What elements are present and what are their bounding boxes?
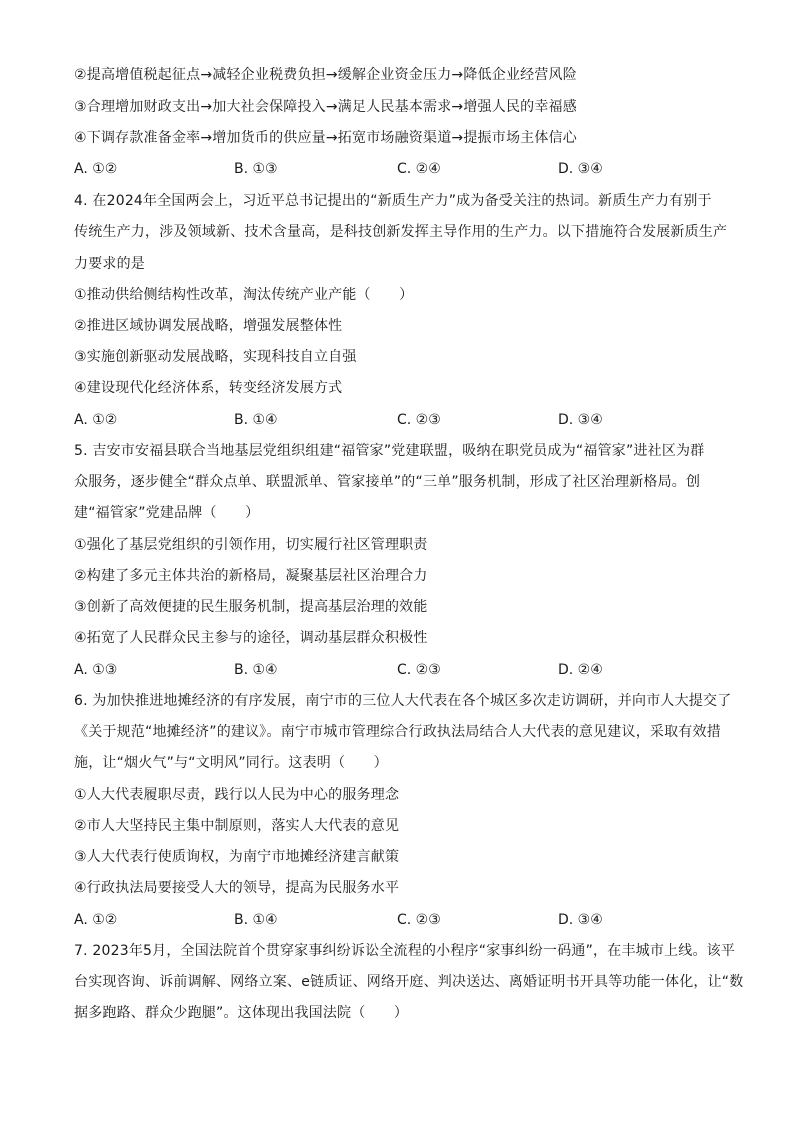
- q5-item-3: ③创新了高效便捷的民生服务机制，提高基层治理的效能: [74, 599, 428, 615]
- q3-item-4: ④下调存款准备金率→增加货币的供应量→拓宽市场融资渠道→提振市场主体信心: [74, 130, 577, 146]
- q4-stem-line-3: 力要求的是: [74, 256, 145, 272]
- q6-item-4: ④行政执法局要接受人大的领导，提高为民服务水平: [74, 880, 400, 896]
- q5-stem-line-2: 众服务，逐步健全“群众点单、联盟派单、管家接单”的“三单”服务机制，形成了社区治理新格局。创: [74, 474, 701, 490]
- q4-options: [74, 410, 634, 430]
- q6-option-d[interactable]: D. ③④: [558, 912, 603, 928]
- q3-option-a[interactable]: A. ①②: [74, 161, 118, 177]
- q6-stem-line-1: 6. 为加快推进地摊经济的有序发展，南宁市的三位人大代表在各个城区多次走访调研，并向市人大提交了: [74, 693, 732, 709]
- q5-stem-line-3: 建“福管家”党建品牌（ ）: [74, 505, 260, 521]
- q3-option-b[interactable]: B. ①③: [234, 161, 278, 177]
- q7-stem-line-2: 台实现咨询、诉前调解、网络立案、e链质证、网络开庭、判决送达、离婚证明书开具等功能一体化，让“数: [74, 974, 744, 990]
- q4-option-c[interactable]: C. ②③: [397, 412, 441, 428]
- q6-item-1: ①人大代表履职尽责，践行以人民为中心的服务理念: [74, 787, 400, 803]
- q3-item-2: ②提高增值税起征点→减轻企业税费负担→缓解企业资金压力→降低企业经营风险: [74, 67, 577, 83]
- q4-option-d[interactable]: D. ③④: [558, 412, 603, 428]
- q4-item-4: ④建设现代化经济体系，转变经济发展方式: [74, 380, 343, 396]
- q4-stem-line-2: 传统生产力，涉及领域新、技术含量高，是科技创新发挥主导作用的生产力。以下措施符合发展新质生产: [74, 224, 728, 240]
- q6-item-2: ②市人大坚持民主集中制原则，落实人大代表的意见: [74, 818, 400, 834]
- q6-stem-line-2: 《关于规范“地摊经济”的建议》。南宁市城市管理综合行政执法局结合人大代表的意见建议，采取有效措: [74, 724, 721, 740]
- q5-option-a[interactable]: A. ①③: [74, 662, 118, 678]
- q5-item-1: ①强化了基层党组织的引领作用，切实履行社区管理职责: [74, 537, 428, 553]
- q3-option-d[interactable]: D. ③④: [558, 161, 603, 177]
- q7-stem-line-1: 7. 2023年5月，全国法院首个贯穿家事纠纷诉讼全流程的小程序“家事纠纷一码通”，在丰城市上线。该平: [74, 943, 736, 959]
- q5-stem-line-1: 5. 吉安市安福县联合当地基层党组织组建“福管家”党建联盟，吸纳在职党员成为“福管家”进社区为群: [74, 443, 705, 459]
- q3-item-3: ③合理增加财政支出→加大社会保障投入→满足人民基本需求→增强人民的幸福感: [74, 99, 577, 115]
- q3-option-c[interactable]: C. ②④: [397, 161, 441, 177]
- q4-item-3: ③实施创新驱动发展战略，实现科技自立自强: [74, 349, 357, 365]
- q6-option-a[interactable]: A. ①②: [74, 912, 118, 928]
- q5-option-b[interactable]: B. ①④: [234, 662, 278, 678]
- q4-option-b[interactable]: B. ①④: [234, 412, 278, 428]
- q5-options: [74, 660, 634, 680]
- q5-option-d[interactable]: D. ②④: [558, 662, 603, 678]
- q4-option-a[interactable]: A. ①②: [74, 412, 118, 428]
- q6-item-3: ③人大代表行使质询权，为南宁市地摊经济建言献策: [74, 849, 400, 865]
- q6-stem-line-3: 施，让“烟火气”与“文明风”同行。这表明（ ）: [74, 755, 388, 771]
- q7-stem-line-3: 据多跑路、群众少跑腿”。这体现出我国法院（ ）: [74, 1005, 409, 1021]
- q5-item-4: ④拓宽了人民群众民主参与的途径，调动基层群众积极性: [74, 630, 428, 646]
- q4-item-1: ①推动供给侧结构性改革，淘汰传统产业产能（ ）: [74, 287, 414, 303]
- q4-stem-line-1: 4. 在2024年全国两会上，习近平总书记提出的“新质生产力”成为备受关注的热词。新质生产力有别于: [74, 193, 712, 209]
- q3-options: [74, 159, 634, 179]
- q6-option-c[interactable]: C. ②③: [397, 912, 441, 928]
- q5-option-c[interactable]: C. ②③: [397, 662, 441, 678]
- q4-item-2: ②推进区域协调发展战略，增强发展整体性: [74, 318, 343, 334]
- q6-option-b[interactable]: B. ①④: [234, 912, 278, 928]
- q5-item-2: ②构建了多元主体共治的新格局，凝聚基层社区治理合力: [74, 568, 428, 584]
- q6-options: [74, 910, 634, 930]
